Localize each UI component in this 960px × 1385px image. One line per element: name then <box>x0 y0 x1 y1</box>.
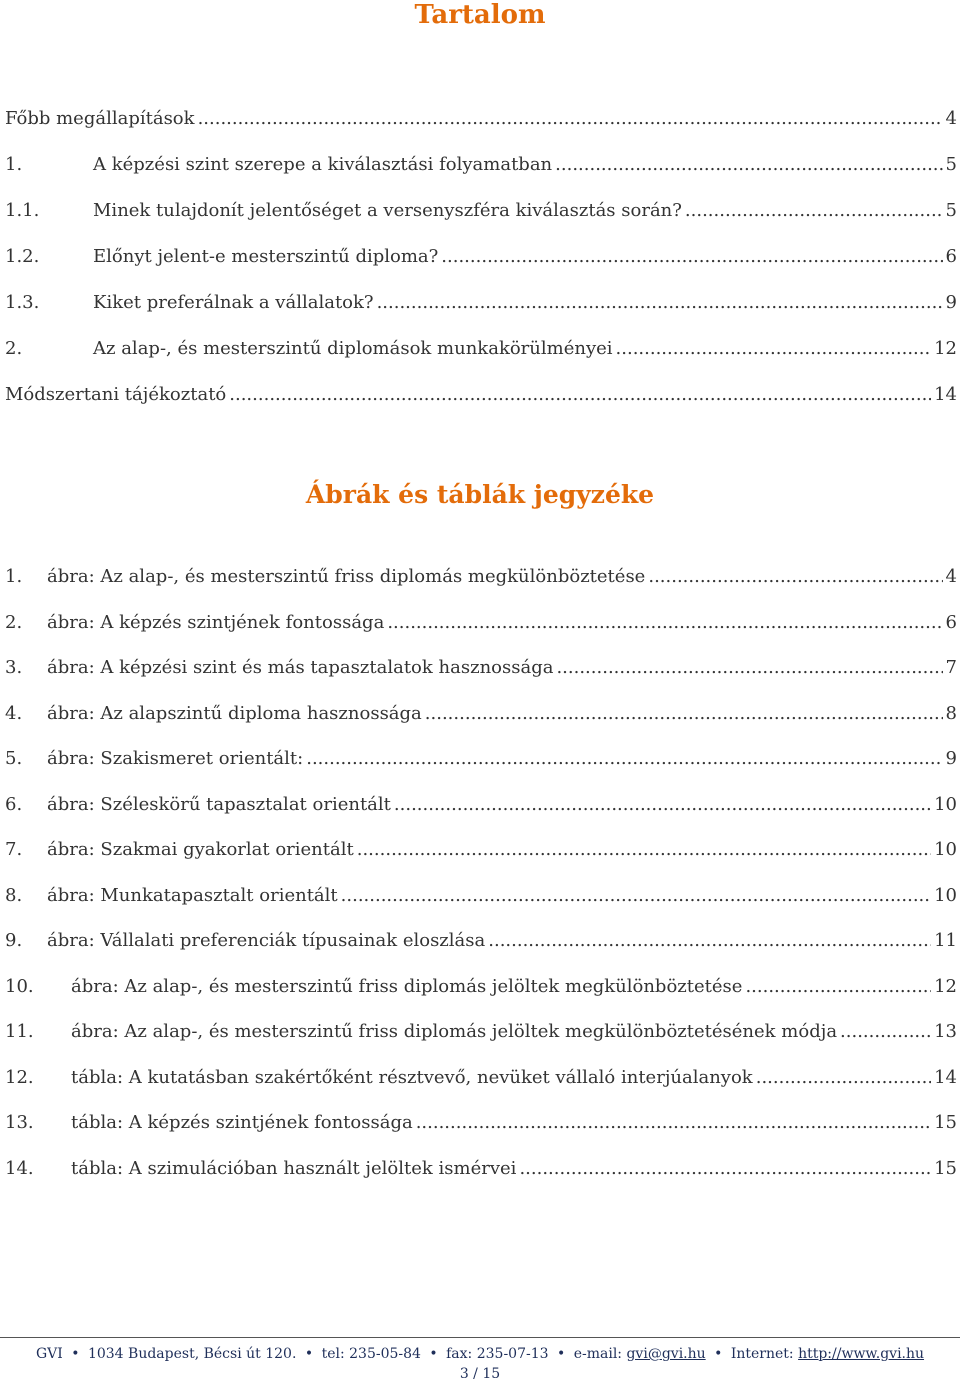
figure-entry[interactable] <box>5 794 957 840</box>
entry-page: 4 <box>945 566 957 587</box>
entry-title: ábra: Az alap-, és mesterszintű friss diplomás megkülönböztetése <box>47 566 646 587</box>
figures-list <box>5 566 957 1203</box>
figure-entry[interactable] <box>5 1112 957 1158</box>
figures-list-title: Ábrák és táblák jegyzéke <box>305 480 655 509</box>
entry-title: ábra: Az alap-, és mesterszintű friss diplomás jelöltek megkülönböztetésének módja <box>71 1021 838 1042</box>
figure-entry[interactable] <box>5 657 957 703</box>
entry-page: 7 <box>945 657 957 678</box>
figure-entry[interactable] <box>5 976 957 1022</box>
figure-entry[interactable] <box>5 885 957 931</box>
entry-title: tábla: A szimulációban használt jelöltek ismérvei <box>71 1157 517 1179</box>
entry-number: 2. <box>5 611 23 633</box>
footer-fax: fax: 235-07-13 <box>446 1346 549 1362</box>
footer-url-link[interactable]: http://www.gvi.hu <box>798 1346 925 1362</box>
toc-entry[interactable] <box>5 292 957 338</box>
dot-leader <box>387 612 942 633</box>
footer <box>0 1344 960 1364</box>
entry-page: 12 <box>934 338 957 359</box>
entry-page: 4 <box>945 108 957 129</box>
figure-entry[interactable] <box>5 1158 957 1204</box>
entry-number: 8. <box>5 884 23 906</box>
entry-title: ábra: Az alap-, és mesterszintű friss diplomás jelöltek megkülönböztetése <box>71 975 743 997</box>
figure-entry[interactable] <box>5 1067 957 1113</box>
entry-number: 1.3. <box>5 292 40 313</box>
entry-number: 10. <box>5 975 34 997</box>
entry-title: ábra: Vállalati preferenciák típusainak eloszlása <box>47 930 486 951</box>
entry-title: ábra: A képzés szintjének fontossága <box>47 611 385 633</box>
dot-leader <box>441 246 942 267</box>
footer-tel: tel: 235-05-84 <box>321 1346 421 1362</box>
footer-org: GVI <box>35 1346 63 1362</box>
footer-divider <box>0 1337 960 1338</box>
entry-number: 1. <box>5 154 23 175</box>
entry-title: ábra: Szakismeret orientált: <box>47 748 304 769</box>
dot-leader <box>394 794 931 815</box>
figure-entry[interactable] <box>5 1021 957 1067</box>
toc-entry[interactable] <box>5 246 957 292</box>
entry-page: 11 <box>934 930 957 951</box>
figure-entry[interactable] <box>5 839 957 885</box>
entry-page: 10 <box>934 884 957 906</box>
dot-leader <box>357 839 931 860</box>
dot-leader <box>555 154 942 175</box>
toc-entry[interactable] <box>5 384 957 430</box>
dot-leader <box>229 384 931 405</box>
entry-title: tábla: A kutatásban szakértőként résztvevő, nevüket vállaló interjúalanyok <box>71 1066 753 1088</box>
figure-entry[interactable] <box>5 930 957 976</box>
entry-title: Minek tulajdonít jelentőséget a versenyszféra kiválasztás során? <box>93 200 682 221</box>
entry-title: ábra: A képzési szint és más tapasztalatok hasznossága <box>47 657 554 678</box>
entry-title: ábra: Széleskörű tapasztalat orientált <box>47 793 391 815</box>
figure-entry[interactable] <box>5 566 957 612</box>
entry-page: 13 <box>934 1021 957 1042</box>
dot-leader <box>648 566 942 587</box>
entry-page: 5 <box>945 154 957 175</box>
entry-page: 10 <box>934 839 957 860</box>
bullet-icon: • <box>304 1346 314 1362</box>
page-number: 3 / 15 <box>459 1366 501 1382</box>
entry-page: 9 <box>945 292 957 313</box>
entry-title: Kiket preferálnak a vállalatok? <box>93 292 374 313</box>
dot-leader <box>488 930 931 951</box>
entry-page: 5 <box>945 200 957 221</box>
dot-leader <box>616 338 932 359</box>
entry-number: 1.1. <box>5 200 40 221</box>
entry-number: 4. <box>5 702 23 724</box>
entry-page: 8 <box>945 702 957 724</box>
entry-number: 3. <box>5 657 23 678</box>
entry-title: Előnyt jelent-e mesterszintű diploma? <box>93 246 439 267</box>
dot-leader <box>425 703 943 724</box>
entry-title: tábla: A képzés szintjének fontossága <box>71 1112 413 1133</box>
entry-number: 11. <box>5 1021 34 1042</box>
toc-entry[interactable] <box>5 200 957 246</box>
entry-number: 9. <box>5 930 23 951</box>
dot-leader <box>556 657 942 678</box>
bullet-icon: • <box>556 1346 566 1362</box>
footer-internet-label: Internet: <box>730 1346 794 1362</box>
entry-page: 15 <box>934 1112 957 1133</box>
figure-entry[interactable] <box>5 703 957 749</box>
dot-leader <box>377 292 943 313</box>
entry-title: ábra: Munkatapasztalt orientált <box>47 884 338 906</box>
dot-leader <box>306 748 942 769</box>
entry-number: 2. <box>5 338 23 359</box>
entry-title: Főbb megállapítások <box>5 108 195 129</box>
figure-entry[interactable] <box>5 748 957 794</box>
entry-title: ábra: Szakmai gyakorlat orientált <box>47 839 354 860</box>
dot-leader <box>198 108 943 129</box>
footer-email-label: e-mail: <box>573 1346 623 1362</box>
entry-number: 6. <box>5 793 23 815</box>
entry-number: 1.2. <box>5 246 40 267</box>
entry-page: 6 <box>945 611 957 633</box>
bullet-icon: • <box>714 1346 723 1362</box>
dot-leader <box>519 1158 931 1179</box>
entry-page: 12 <box>934 975 957 997</box>
entry-title: ábra: Az alapszintű diploma hasznossága <box>47 702 422 724</box>
entry-title: Az alap-, és mesterszintű diplomások munkakörülményei <box>93 338 613 359</box>
figure-entry[interactable] <box>5 612 957 658</box>
bullet-icon: • <box>71 1346 80 1362</box>
dot-leader <box>341 885 931 906</box>
entry-number: 12. <box>5 1066 34 1088</box>
entry-page: 15 <box>934 1157 957 1179</box>
bullet-icon: • <box>429 1346 438 1362</box>
entry-page: 14 <box>934 384 957 405</box>
toc-entry[interactable] <box>5 154 957 200</box>
entry-page: 9 <box>945 748 957 769</box>
entry-number: 5. <box>5 748 23 769</box>
entry-number: 7. <box>5 839 23 860</box>
toc-entry[interactable] <box>5 338 957 384</box>
entry-page: 14 <box>934 1066 957 1088</box>
entry-number: 13. <box>5 1112 34 1133</box>
page-title: Tartalom <box>414 0 546 30</box>
dot-leader <box>685 200 943 221</box>
toc-entry[interactable] <box>5 108 957 154</box>
entry-page: 10 <box>934 793 957 815</box>
footer-email-link[interactable]: gvi@gvi.hu <box>626 1346 706 1362</box>
entry-number: 1. <box>5 566 23 587</box>
dot-leader <box>840 1021 931 1042</box>
dot-leader <box>756 1067 931 1088</box>
dot-leader <box>416 1112 931 1133</box>
entry-page: 6 <box>945 246 957 267</box>
entry-title: Módszertani tájékoztató <box>5 384 227 405</box>
entry-number: 14. <box>5 1157 34 1179</box>
dot-leader <box>745 976 931 997</box>
entry-title: A képzési szint szerepe a kiválasztási folyamatban <box>93 154 553 175</box>
footer-address: 1034 Budapest, Bécsi út 120. <box>87 1346 297 1362</box>
table-of-contents <box>5 108 957 430</box>
